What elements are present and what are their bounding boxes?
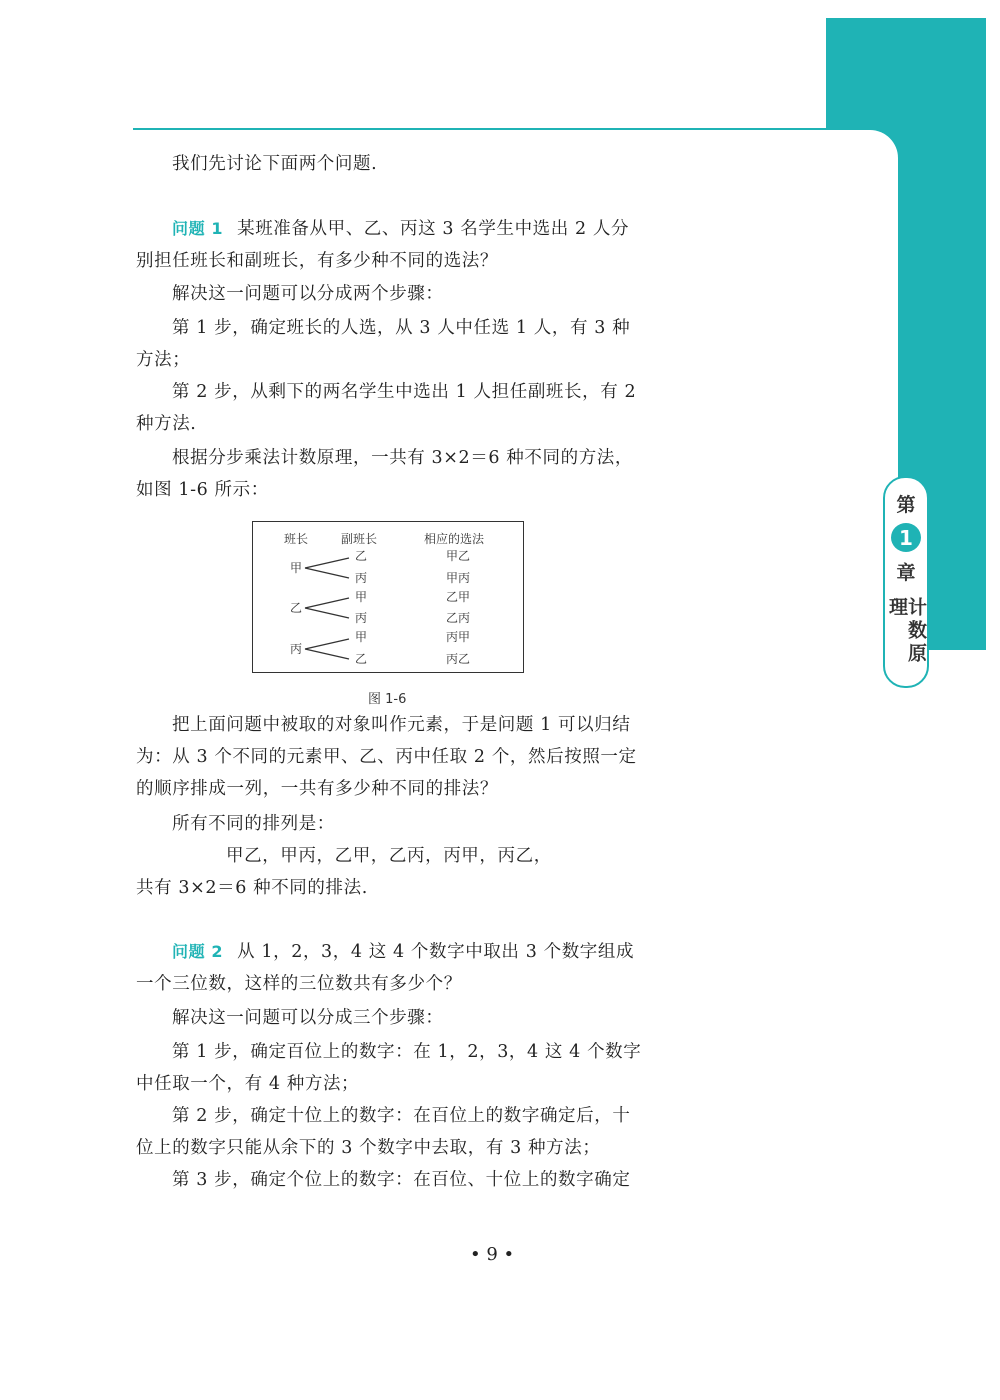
branch-node: 甲: [355, 590, 368, 604]
chapter-name: 计数原理: [886, 597, 927, 667]
permutation-total: 共有 3×2＝6 种不同的排法.: [136, 878, 368, 898]
tree-branch: [305, 608, 349, 618]
permutation-list: 甲乙，甲丙，乙甲，乙丙，丙甲，丙乙，: [226, 846, 552, 866]
problem2-text: 从 1，2，3，4 这 4 个数字中取出 3 个数字组成一个三位数，这样的三位数共有多少个？: [136, 942, 635, 994]
tree-branch: [305, 558, 349, 568]
problem1-label: 问题 1: [172, 219, 224, 238]
header-result: 相应的选法: [424, 532, 485, 546]
chapter-prefix: 第: [896, 494, 916, 516]
header-vice: 副班长: [341, 532, 378, 546]
leader-node: 乙: [290, 601, 303, 615]
problem1-text: 某班准备从甲、乙、丙这 3 名学生中选出 2 人分别担任班长和副班长，有多少种不同的选法？: [136, 219, 630, 271]
problem2-paragraph: [136, 936, 644, 1000]
result-node: 丙甲: [446, 630, 471, 644]
tree-branch: [305, 639, 349, 649]
result-node: 甲乙: [446, 549, 471, 563]
tree-branch: [305, 598, 349, 608]
tree-branch: [305, 649, 349, 659]
result-node: 乙丙: [446, 611, 471, 625]
all-perms-intro: 所有不同的排列是：: [172, 814, 335, 834]
chapter-tab: [883, 476, 929, 688]
result-node: 甲丙: [446, 571, 471, 585]
leader-node: 甲: [290, 561, 303, 575]
result-node: 丙乙: [446, 652, 471, 666]
problem1-conclusion: 根据分步乘法计数原理，一共有 3×2＝6 种不同的方法，如图 1-6 所示：: [136, 448, 633, 500]
chapter-number: 1: [891, 523, 921, 552]
chapter-suffix: 章: [896, 562, 916, 585]
problem1-step2: 第 2 步，从剩下的两名学生中选出 1 人担任副班长，有 2 种方法.: [136, 382, 637, 434]
branch-node: 丙: [355, 571, 368, 585]
page-number: • 9 •: [470, 1244, 515, 1265]
problem1-step1: 第 1 步，确定班长的人选，从 3 人中任选 1 人，有 3 种方法；: [136, 318, 631, 370]
problem2-steps-intro: 解决这一问题可以分成三个步骤：: [172, 1008, 444, 1028]
branch-node: 丙: [355, 611, 368, 625]
tree-diagram: [252, 521, 524, 673]
header-rule: [133, 128, 833, 130]
tree-diagram-svg: [253, 522, 525, 674]
branch-node: 乙: [355, 652, 368, 666]
branch-node: 甲: [355, 630, 368, 644]
problem2-step3: 第 3 步，确定个位上的数字：在百位、十位上的数字确定: [172, 1170, 631, 1190]
problem1-paragraph: [136, 213, 644, 277]
tree-branch: [305, 568, 349, 578]
problem1-steps-intro: 解决这一问题可以分成两个步骤：: [172, 284, 444, 304]
intro-paragraph: 我们先讨论下面两个问题.: [172, 154, 378, 174]
header-leader: 班长: [284, 532, 309, 546]
figure-caption: 图 1-6: [368, 692, 407, 707]
problem2-step2: 第 2 步，确定十位上的数字：在百位上的数字确定后，十位上的数字只能从余下的 3 个数字中去取，有 3 种方法；: [136, 1106, 631, 1158]
branch-node: 乙: [355, 549, 368, 563]
problem2-label: 问题 2: [172, 942, 224, 961]
problem2-step1: 第 1 步，确定百位上的数字：在 1，2，3，4 这 4 个数字中任取一个，有 4 种方法；: [136, 1042, 642, 1094]
result-node: 乙甲: [446, 590, 471, 604]
generalize-paragraph: 把上面问题中被取的对象叫作元素，于是问题 1 可以归结为：从 3 个不同的元素甲、乙、丙中任取 2 个，然后按照一定的顺序排成一列，一共有多少种不同的排法？: [136, 715, 637, 799]
leader-node: 丙: [290, 642, 303, 656]
